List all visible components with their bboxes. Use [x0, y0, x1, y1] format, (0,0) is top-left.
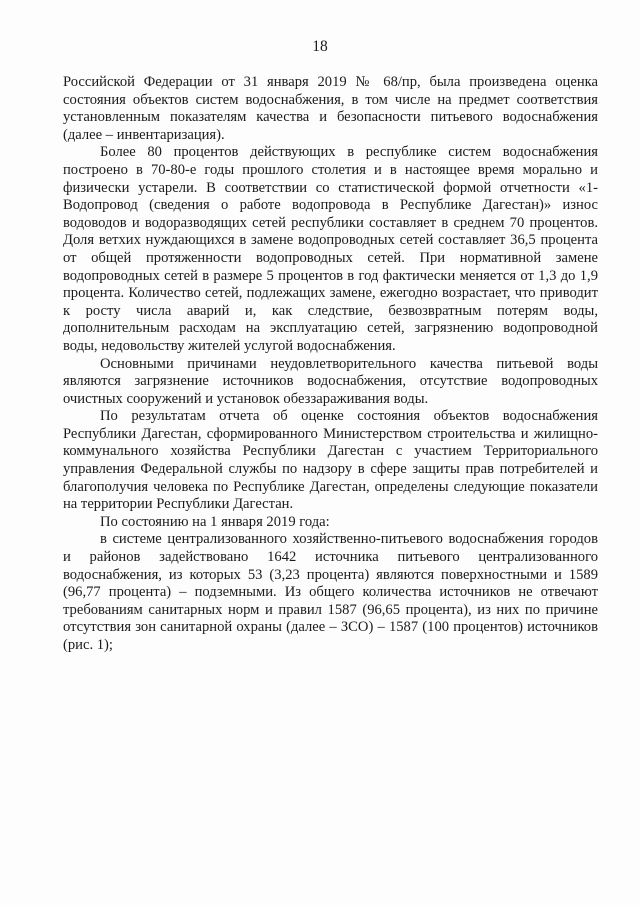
- document-body: [63, 74, 598, 655]
- paragraph-system-wear: Более 80 процентов действующих в республике систем водоснабжения построено в 70-80-е годы прошлого столетия и в настоящее время морально и физически устарели. В соответствии со статистической формой отчетности «1-Водопровод (сведения о работе водопровода в Республике Дагестан)» износ водоводов и водоразводящих сетей республики составляет в среднем 70 процентов. Доля ветхих нуждающихся в замене водопроводных сетей составляет 36,5 процента от общей протяженности водопроводных сетей. При нормативной замене водопроводных сетей в размере 5 процентов в год фактически меняется от 1,3 до 1,9 процента. Количество сетей, подлежащих замене, ежегодно возрастает, что приводит к росту числа аварий и, как следствие, безвозвратным потерям воды, дополнительным расходам на эксплуатацию сетей, загрязнению водопроводной воды, недовольству жителей услугой водоснабжения.: [63, 144, 598, 354]
- paragraph-status-date: По состоянию на 1 января 2019 года:: [100, 513, 330, 530]
- paragraph-report-results: По результатам отчета об оценке состояния объектов водоснабжения Республики Дагестан, сформированного Министерством строительства и жилищно-коммунального хозяйства Республики Дагестан с участием Территориального управления Федеральной службы по надзору в сфере защиты прав потребителей и благополучия человека по Республике Дагестан, определены следующие показатели на территории Республики Дагестан.: [63, 408, 598, 513]
- paragraph-inventory-assessment: Российской Федерации от 31 января 2019 № 68/пр, была произведена оценка состояния объектов систем водоснабжения, в том числе на предмет соответствия установленным показателям качества и безопасности питьевого водоснабжения (далее – инвентаризация).: [63, 74, 598, 143]
- paragraph-water-quality-causes: Основными причинами неудовлетворительного качества питьевой воды являются загрязнение источников водоснабжения, отсутствие водопроводных очистных сооружений и установок обеззараживания воды.: [63, 355, 598, 407]
- page-number: 18: [312, 38, 328, 55]
- paragraph-water-sources: в системе централизованного хозяйственно-питьевого водоснабжения городов и районов задействовано 1642 источника питьевого централизованного водоснабжения, из которых 53 (3,23 процента) являются поверхностными и 1589 (96,77 процента) – подземными. Из общего количества источников не отвечают требованиям санитарных норм и правил 1587 (96,65 процента), из них по причине отсутствия зон санитарной охраны (далее – ЗСО) – 1587 (100 процентов) источников (рис. 1);: [63, 531, 598, 653]
